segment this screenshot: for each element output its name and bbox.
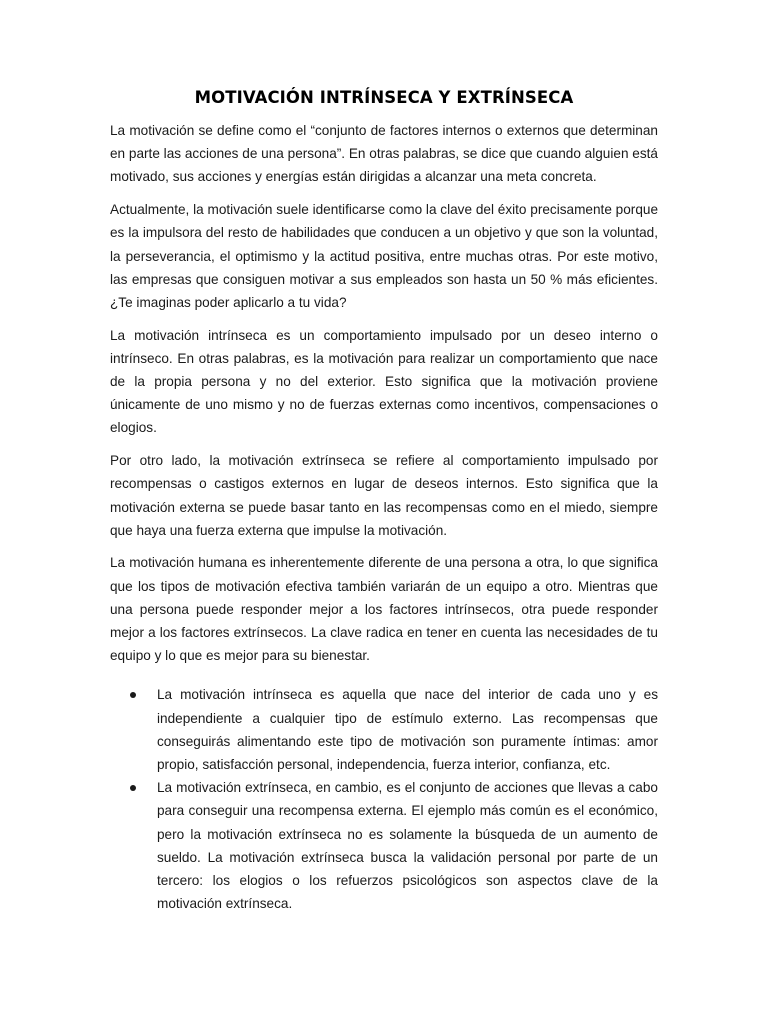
paragraph-differences: La motivación humana es inherentemente diferente de una persona a otra, lo que significa que los tipos de motivación efectiva también variarán de un equipo a otro. Mientras que una persona puede responder mejor a los factores intrínsecos, otra puede responder mejor a los factores extrínsecos. La clave radica en tener en cuenta las necesidades de tu equipo y lo que es mejor para su bienestar. bbox=[110, 555, 658, 664]
document-body bbox=[110, 119, 658, 916]
bullet-text-intrinsic: La motivación intrínseca es aquella que nace del interior de cada uno y es independiente a cualquier tipo de estímulo externo. Las recompensas que conseguirás alimentando este tipo de motivación son puramente íntimas: amor propio, satisfacción personal, independencia, fuerza interior, confianza, etc. bbox=[157, 687, 658, 773]
bullet-icon bbox=[130, 785, 136, 791]
paragraph-extrinsic: Por otro lado, la motivación extrínseca se refiere al comportamiento impulsado por recompensas o castigos externos en lugar de deseos internos. Esto significa que la motivación externa se puede basar tanto en las recompensas como en el miedo, siempre que haya una fuerza externa que impulse la motivación. bbox=[110, 453, 658, 538]
bullet-list bbox=[110, 683, 658, 915]
list-item bbox=[110, 683, 658, 776]
bullet-icon bbox=[130, 692, 136, 698]
document-title: MOTIVACIÓN INTRÍNSECA Y EXTRÍNSECA bbox=[194, 88, 574, 107]
paragraph-importance: Actualmente, la motivación suele identificarse como la clave del éxito precisamente porque es la impulsora del resto de habilidades que conducen a un objetivo y que son la voluntad, la perseverancia, el optimismo y la actitud positiva, entre muchas otras. Por este motivo, las empresas que consiguen motivar a sus empleados son hasta un 50 % más eficientes. ¿Te imaginas poder aplicarlo a tu vida? bbox=[110, 202, 658, 310]
paragraph-definition: La motivación se define como el “conjunto de factores internos o externos que determinan en parte las acciones de una persona”. En otras palabras, se dice que cuando alguien está motivado, sus acciones y energías están dirigidas a alcanzar una meta concreta. bbox=[110, 123, 658, 185]
paragraph-intrinsic: La motivación intrínseca es un comportamiento impulsado por un deseo interno o intrínseco. En otras palabras, es la motivación para realizar un comportamiento que nace de la propia persona y no del exterior. Esto significa que la motivación proviene únicamente de uno mismo y no de fuerzas externas como incentivos, compensaciones o elogios. bbox=[110, 327, 658, 436]
list-item bbox=[110, 776, 658, 915]
bullet-text-extrinsic: La motivación extrínseca, en cambio, es el conjunto de acciones que llevas a cabo para conseguir una recompensa externa. El ejemplo más común es el económico, pero la motivación extrínseca no es solamente la búsqueda de un aumento de sueldo. La motivación extrínseca busca la validación personal por parte de un tercero: los elogios o los refuerzos psicológicos son aspectos clave de la motivación extrínseca. bbox=[157, 780, 658, 912]
